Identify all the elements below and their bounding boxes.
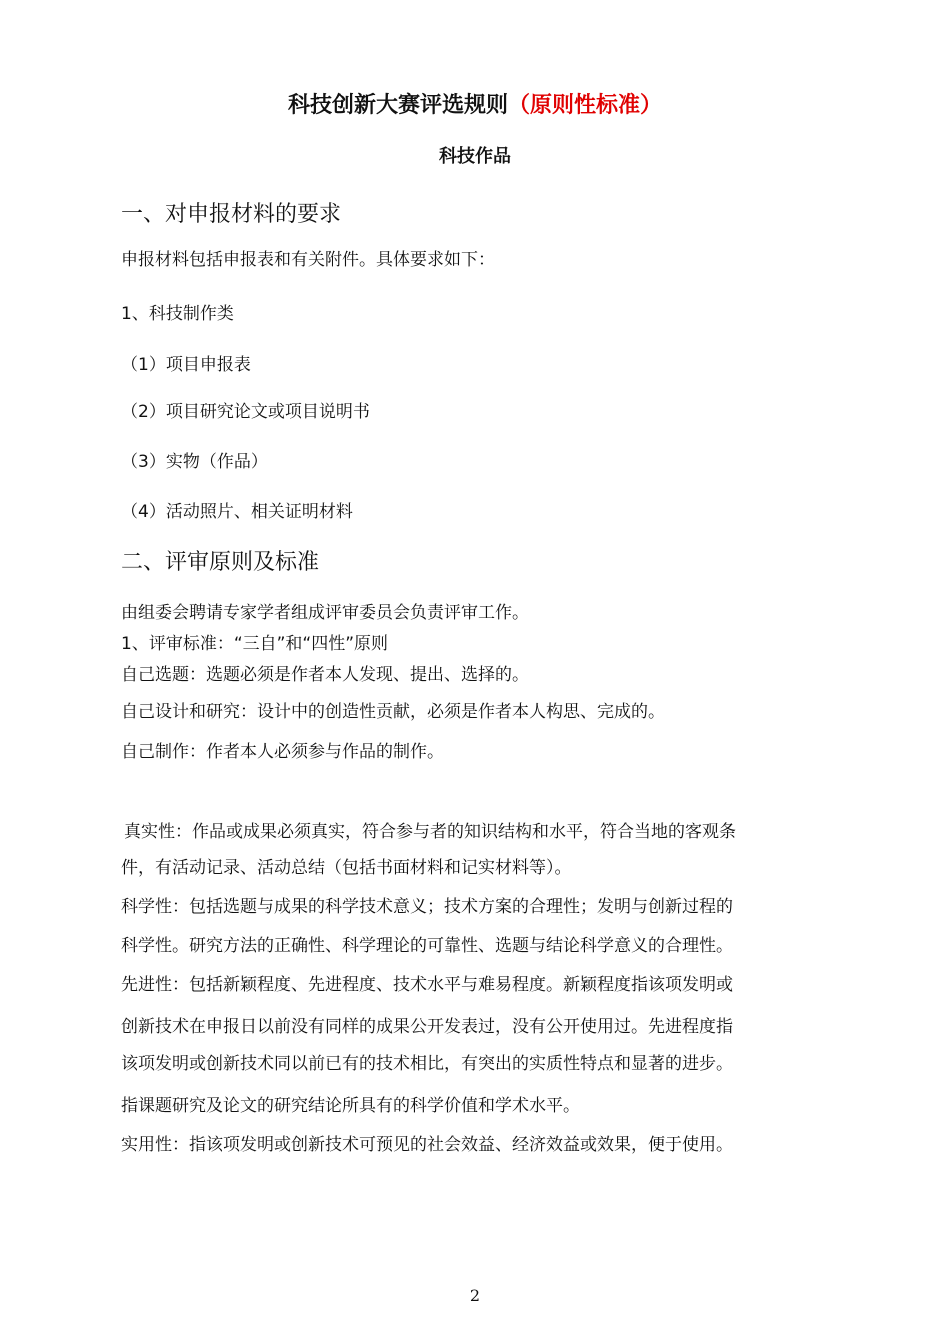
material-item: （1）项目申报表 xyxy=(121,355,251,375)
title-highlight: （原则性标准） xyxy=(508,93,663,118)
four-nature-line: 科学性。研究方法的正确性、科学理论的可靠性、选题与结论科学意义的合理性。 xyxy=(121,936,733,956)
material-item: （2）项目研究论文或项目说明书 xyxy=(121,402,370,422)
four-nature-line: 科学性：包括选题与成果的科学技术意义；技术方案的合理性；发明与创新过程的 xyxy=(121,897,733,917)
section2-heading: 二、评审原则及标准 xyxy=(121,550,320,575)
title-main: 科技创新大赛评选规则 xyxy=(287,93,508,118)
three-self-item: 自己设计和研究：设计中的创造性贡献，必须是作者本人构思、完成的。 xyxy=(121,702,665,722)
four-nature-line: 真实性：作品或成果必须真实，符合参与者的知识结构和水平，符合当地的客观条 xyxy=(124,822,736,842)
document-title xyxy=(0,88,950,119)
four-nature-line: 先进性：包括新颖程度、先进程度、技术水平与难易程度。新颖程度指该项发明或 xyxy=(121,975,733,995)
four-nature-line: 该项发明或创新技术同以前已有的技术相比，有突出的实质性特点和显著的进步。 xyxy=(121,1054,733,1074)
four-nature-line: 件，有活动记录、活动总结（包括书面材料和记实材料等）。 xyxy=(121,858,572,878)
document-subtitle: 科技作品 xyxy=(439,146,511,167)
section2-intro: 由组委会聘请专家学者组成评审委员会负责评审工作。 xyxy=(121,603,529,623)
four-nature-line: 创新技术在申报日以前没有同样的成果公开发表过，没有公开使用过。先进程度指 xyxy=(121,1017,733,1037)
material-item: （4）活动照片、相关证明材料 xyxy=(121,502,353,522)
three-self-item: 自己制作：作者本人必须参与作品的制作。 xyxy=(121,742,444,762)
material-item: （3）实物（作品） xyxy=(121,452,268,472)
three-self-item: 自己选题：选题必须是作者本人发现、提出、选择的。 xyxy=(121,665,529,685)
section1-category: 1、科技制作类 xyxy=(121,304,234,324)
page-number: 2 xyxy=(469,1286,481,1305)
section1-heading: 一、对申报材料的要求 xyxy=(121,202,342,227)
four-nature-line: 指课题研究及论文的研究结论所具有的科学价值和学术水平。 xyxy=(121,1096,580,1116)
section2-standard: 1、评审标准：“三自”和“四性”原则 xyxy=(121,634,389,654)
four-nature-line: 实用性：指该项发明或创新技术可预见的社会效益、经济效益或效果，便于使用。 xyxy=(121,1135,733,1155)
section1-intro: 申报材料包括申报表和有关附件。具体要求如下： xyxy=(121,250,495,270)
